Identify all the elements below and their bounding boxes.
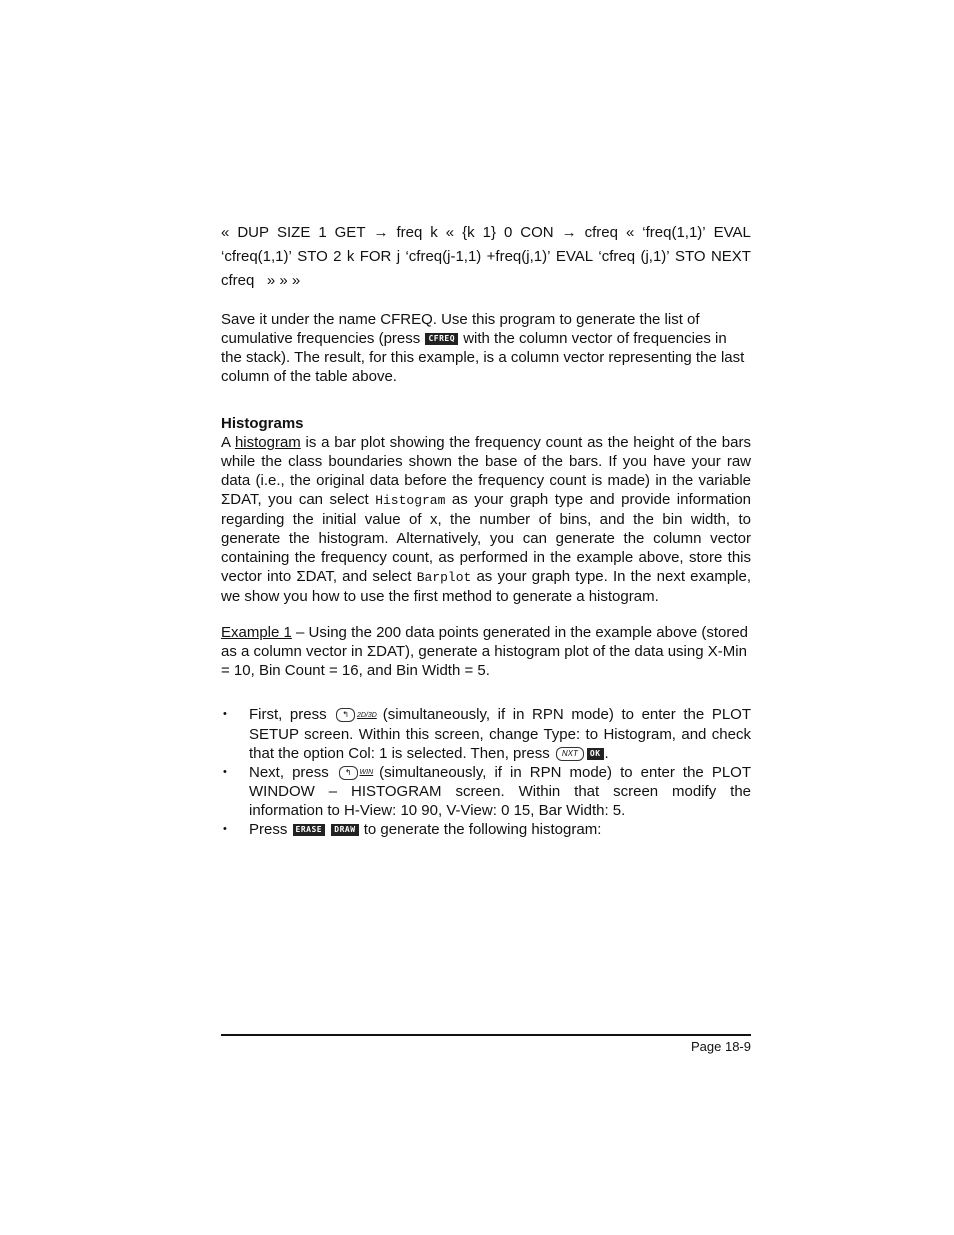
program-token: {k xyxy=(462,224,475,241)
program-token: 2 xyxy=(333,248,342,265)
program-token: ‘freq(1,1)’ xyxy=(642,224,706,241)
program-line-1 xyxy=(221,221,751,245)
save-paragraph: Save it under the name CFREQ. Use this program to generate the list of cumulative frequencies (press CFREQ with the column vector of frequencies in the stack). The result, for this example, is a column vector representing the last column of the table above. xyxy=(221,311,745,385)
bullet-icon: • xyxy=(223,765,227,778)
footer-rule xyxy=(221,1034,751,1036)
program-token: ‘cfreq xyxy=(598,248,636,265)
steps-list xyxy=(221,705,751,839)
example-label: Example 1 xyxy=(221,624,292,641)
histogram-code: Histogram xyxy=(375,493,446,508)
section-heading: Histograms xyxy=(221,415,304,432)
program-token: STO xyxy=(675,248,706,265)
bullet-icon: • xyxy=(223,708,227,720)
program-token: (j,1)’ xyxy=(640,248,670,265)
program-token: EVAL xyxy=(555,248,594,265)
program-token: FOR xyxy=(359,248,392,265)
left-shift-key-icon: ↰ xyxy=(339,766,358,780)
list-item: • First, press ↰ 2D/3D (simultaneously, if in RPN mode) to enter the PLOT SETUP screen. Within this screen, change Type: to Histogram, and check that the option Col: 1 is selected. Then, press NXT OK . xyxy=(223,706,751,762)
program-token: freq xyxy=(396,224,423,241)
cfreq-softkey-icon: CFREQ xyxy=(425,333,458,345)
bullet-icon: • xyxy=(223,823,227,836)
program-line-2 xyxy=(221,245,751,269)
program-token: → xyxy=(561,224,577,241)
document-page xyxy=(221,0,751,1235)
erase-softkey-icon: ERASE xyxy=(293,824,326,836)
program-token: k xyxy=(430,224,438,241)
program-token: « xyxy=(445,224,455,241)
ok-softkey-icon: OK xyxy=(587,748,604,760)
program-token: NEXT xyxy=(710,248,751,265)
program-token: STO xyxy=(297,248,328,265)
program-token: j xyxy=(396,248,401,265)
program-token: +freq(j,1)’ xyxy=(486,248,551,265)
nxt-key-icon: NXT xyxy=(556,747,584,761)
program-token: EVAL xyxy=(713,224,751,241)
program-token: ‘cfreq(1,1)’ xyxy=(221,248,292,265)
program-token: « xyxy=(221,224,230,241)
win-key-label: WIN xyxy=(359,769,374,777)
program-token: 0 xyxy=(503,224,513,241)
barplot-code: Barplot xyxy=(416,570,472,585)
program-token: ‘cfreq(j-1,1) xyxy=(405,248,482,265)
histograms-paragraph: A histogram is a bar plot showing the frequency count as the height of the bars while the class boundaries shown the base of the bars. If you have your raw data (i.e., the original data before the frequency count is made) in the variable ΣDAT, you can select Histogram as your graph type and provide information regarding the initial value of x, the number of bins, and the bin width, to generate the histogram. Alternatively, you can generate the column vector containing the frequency count, as performed in the example above, store this vector into ΣDAT, and select Barplot as your graph type. In the next example, we show you how to use the first method to generate a histogram. xyxy=(221,434,752,605)
list-item: • Press ERASE DRAW to generate the following histogram: xyxy=(223,821,602,839)
histograms-section xyxy=(221,414,751,606)
page-number: Page 18-9 xyxy=(691,1039,751,1054)
program-token: DUP xyxy=(237,224,269,241)
program-token: 1 xyxy=(318,224,327,241)
program-token: cfreq xyxy=(584,224,618,241)
plot-2d3d-key-label: 2D/3D xyxy=(356,711,377,719)
example-paragraph: Example 1 – Using the 200 data points generated in the example above (stored as a column vector in ΣDAT), generate a histogram plot of the data using X-Min = 10, Bin Count = 16, and Bin Width = 5. xyxy=(221,624,749,679)
list-item: • Next, press ↰ WIN (simultaneously, if in RPN mode) to enter the PLOT WINDOW – HISTOGRAM screen. Within that screen modify the information to H-View: 10 90, V-View: 0 15, Bar Width: 5. xyxy=(223,763,751,820)
program-token: k xyxy=(346,248,355,265)
program-listing xyxy=(221,221,751,293)
draw-softkey-icon: DRAW xyxy=(331,824,358,836)
histogram-term: histogram xyxy=(234,434,301,451)
program-token: → xyxy=(373,224,389,241)
program-token: GET xyxy=(334,224,366,241)
left-shift-key-icon: ↰ xyxy=(336,708,355,722)
program-token: 1} xyxy=(482,224,496,241)
program-token: « xyxy=(625,224,635,241)
program-line-3: cfreq » » » xyxy=(221,272,301,289)
program-token: CON xyxy=(520,224,554,241)
program-token: SIZE xyxy=(276,224,311,241)
